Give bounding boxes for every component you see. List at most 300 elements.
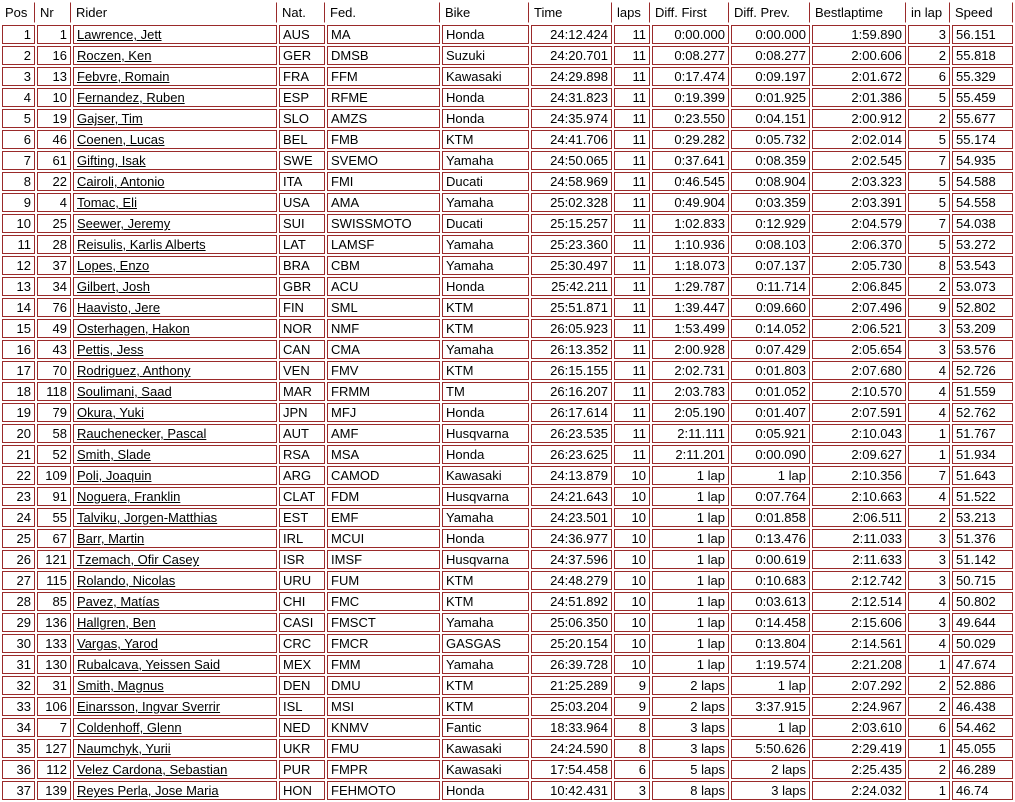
cell-bestlaptime: 2:03.610	[812, 718, 906, 737]
cell-bestlaptime: 2:00.606	[812, 46, 906, 65]
cell-diff-prev: 2 laps	[731, 760, 810, 779]
cell-rider	[73, 571, 277, 590]
cell-laps: 11	[614, 445, 650, 464]
cell-diff-prev: 3 laps	[731, 781, 810, 800]
cell-laps: 10	[614, 487, 650, 506]
cell-rider	[73, 256, 277, 275]
cell-speed: 55.459	[952, 88, 1013, 107]
cell-rider	[73, 235, 277, 254]
cell-nat: ISR	[279, 550, 325, 569]
rider-link[interactable]: Hallgren, Ben	[77, 615, 156, 630]
cell-time: 24:21.643	[531, 487, 612, 506]
table-row	[2, 634, 1013, 653]
cell-fed: FDM	[327, 487, 440, 506]
cell-pos: 19	[2, 403, 35, 422]
cell-speed: 51.934	[952, 445, 1013, 464]
cell-fed: CMA	[327, 340, 440, 359]
cell-pos: 6	[2, 130, 35, 149]
cell-bike: Yamaha	[442, 613, 529, 632]
rider-link[interactable]: Fernandez, Ruben	[77, 90, 185, 105]
cell-laps: 11	[614, 151, 650, 170]
table-row	[2, 151, 1013, 170]
cell-bestlaptime: 2:10.356	[812, 466, 906, 485]
cell-bike: KTM	[442, 592, 529, 611]
cell-time: 25:42.211	[531, 277, 612, 296]
cell-in-lap: 5	[908, 88, 950, 107]
rider-link[interactable]: Seewer, Jeremy	[77, 216, 171, 231]
cell-diff-first: 1 lap	[652, 634, 729, 653]
cell-bestlaptime: 2:24.967	[812, 697, 906, 716]
cell-in-lap: 3	[908, 550, 950, 569]
cell-in-lap: 4	[908, 361, 950, 380]
cell-nat: EST	[279, 508, 325, 527]
cell-speed: 54.462	[952, 718, 1013, 737]
cell-laps: 11	[614, 277, 650, 296]
cell-fed: FMCR	[327, 634, 440, 653]
cell-speed: 46.74	[952, 781, 1013, 800]
rider-link[interactable]: Coenen, Lucas	[77, 132, 165, 147]
cell-nr: 106	[37, 697, 71, 716]
column-header-diff-first: Diff. First	[652, 2, 729, 23]
cell-bestlaptime: 2:02.545	[812, 151, 906, 170]
cell-rider	[73, 340, 277, 359]
cell-bestlaptime: 2:07.496	[812, 298, 906, 317]
cell-diff-first: 1:10.936	[652, 235, 729, 254]
cell-speed: 52.726	[952, 361, 1013, 380]
rider-link[interactable]: Haavisto, Jere	[77, 300, 161, 315]
cell-bestlaptime: 2:11.033	[812, 529, 906, 548]
cell-rider	[73, 424, 277, 443]
cell-bike: Yamaha	[442, 256, 529, 275]
column-header-nat: Nat.	[279, 2, 325, 23]
cell-diff-first: 1:18.073	[652, 256, 729, 275]
cell-nat: SLO	[279, 109, 325, 128]
table-row	[2, 298, 1013, 317]
cell-fed: RFME	[327, 88, 440, 107]
cell-bestlaptime: 2:06.845	[812, 277, 906, 296]
cell-bike: Honda	[442, 529, 529, 548]
cell-time: 25:23.360	[531, 235, 612, 254]
cell-diff-first: 1 lap	[652, 550, 729, 569]
cell-time: 26:39.728	[531, 655, 612, 674]
cell-pos: 11	[2, 235, 35, 254]
cell-bike: Yamaha	[442, 340, 529, 359]
cell-fed: MA	[327, 25, 440, 44]
cell-speed: 50.802	[952, 592, 1013, 611]
cell-nat: NOR	[279, 319, 325, 338]
cell-bike: TM	[442, 382, 529, 401]
cell-diff-prev: 0:09.197	[731, 67, 810, 86]
rider-link[interactable]: Reisulis, Karlis Alberts	[77, 237, 206, 252]
table-row	[2, 508, 1013, 527]
cell-fed: ACU	[327, 277, 440, 296]
cell-pos: 22	[2, 466, 35, 485]
rider-link[interactable]: Coldenhoff, Glenn	[77, 720, 182, 735]
cell-time: 25:06.350	[531, 613, 612, 632]
cell-bestlaptime: 2:09.627	[812, 445, 906, 464]
cell-laps: 10	[614, 634, 650, 653]
rider-link[interactable]: Rolando, Nicolas	[77, 573, 176, 588]
rider-link[interactable]: Soulimani, Saad	[77, 384, 172, 399]
rider-link[interactable]: Febvre, Romain	[77, 69, 170, 84]
rider-link[interactable]: Lopes, Enzo	[77, 258, 150, 273]
cell-in-lap: 3	[908, 613, 950, 632]
cell-bestlaptime: 2:25.435	[812, 760, 906, 779]
cell-in-lap: 3	[908, 571, 950, 590]
cell-nr: 79	[37, 403, 71, 422]
table-row	[2, 676, 1013, 695]
rider-link[interactable]: Gifting, Isak	[77, 153, 146, 168]
cell-bestlaptime: 2:14.561	[812, 634, 906, 653]
cell-in-lap: 7	[908, 151, 950, 170]
cell-pos: 10	[2, 214, 35, 233]
cell-in-lap: 4	[908, 634, 950, 653]
cell-diff-first: 3 laps	[652, 739, 729, 758]
cell-nat: JPN	[279, 403, 325, 422]
table-row	[2, 88, 1013, 107]
cell-nr: 1	[37, 25, 71, 44]
rider-link[interactable]: Vargas, Yarod	[77, 636, 158, 651]
rider-link[interactable]: Gajser, Tim	[77, 111, 143, 126]
cell-laps: 11	[614, 298, 650, 317]
cell-bestlaptime: 2:10.663	[812, 487, 906, 506]
cell-rider	[73, 298, 277, 317]
cell-nr: 4	[37, 193, 71, 212]
cell-rider	[73, 634, 277, 653]
cell-bike: Honda	[442, 109, 529, 128]
cell-diff-first: 2:02.731	[652, 361, 729, 380]
cell-pos: 26	[2, 550, 35, 569]
cell-pos: 31	[2, 655, 35, 674]
cell-nr: 70	[37, 361, 71, 380]
cell-rider	[73, 508, 277, 527]
cell-diff-first: 1 lap	[652, 487, 729, 506]
cell-bike: Husqvarna	[442, 424, 529, 443]
cell-rider	[73, 529, 277, 548]
cell-nr: 133	[37, 634, 71, 653]
rider-link[interactable]: Smith, Magnus	[77, 678, 164, 693]
table-row	[2, 67, 1013, 86]
rider-link[interactable]: Cairoli, Antonio	[77, 174, 165, 189]
cell-bike: GASGAS	[442, 634, 529, 653]
rider-link[interactable]: Okura, Yuki	[77, 405, 144, 420]
rider-link[interactable]: Einarsson, Ingvar Sverrir	[77, 699, 221, 714]
cell-laps: 11	[614, 235, 650, 254]
cell-nat: AUS	[279, 25, 325, 44]
table-row	[2, 718, 1013, 737]
rider-link[interactable]: Poli, Joaquin	[77, 468, 152, 483]
cell-nat: CASI	[279, 613, 325, 632]
cell-time: 26:17.614	[531, 403, 612, 422]
cell-diff-first: 1 lap	[652, 613, 729, 632]
cell-diff-first: 0:46.545	[652, 172, 729, 191]
column-header-fed: Fed.	[327, 2, 440, 23]
cell-diff-prev: 0:00.090	[731, 445, 810, 464]
cell-in-lap: 7	[908, 466, 950, 485]
cell-pos: 13	[2, 277, 35, 296]
cell-nat: DEN	[279, 676, 325, 695]
cell-nr: 121	[37, 550, 71, 569]
table-row	[2, 487, 1013, 506]
cell-diff-prev: 0:04.151	[731, 109, 810, 128]
column-header-laps: laps	[614, 2, 650, 23]
cell-diff-first: 0:23.550	[652, 109, 729, 128]
cell-speed: 51.522	[952, 487, 1013, 506]
cell-pos: 23	[2, 487, 35, 506]
cell-nat: BEL	[279, 130, 325, 149]
cell-nat: RSA	[279, 445, 325, 464]
table-row	[2, 550, 1013, 569]
cell-laps: 10	[614, 613, 650, 632]
cell-diff-first: 2:03.783	[652, 382, 729, 401]
rider-link[interactable]: Noguera, Franklin	[77, 489, 181, 504]
cell-fed: FEHMOTO	[327, 781, 440, 800]
cell-bestlaptime: 2:07.680	[812, 361, 906, 380]
column-header-speed: Speed	[952, 2, 1013, 23]
cell-laps: 11	[614, 193, 650, 212]
cell-bike: KTM	[442, 298, 529, 317]
cell-nat: NED	[279, 718, 325, 737]
cell-in-lap: 5	[908, 235, 950, 254]
cell-bike: Husqvarna	[442, 487, 529, 506]
cell-bestlaptime: 2:05.654	[812, 340, 906, 359]
table-row	[2, 193, 1013, 212]
cell-diff-first: 2:11.201	[652, 445, 729, 464]
table-row	[2, 697, 1013, 716]
cell-nat: URU	[279, 571, 325, 590]
cell-laps: 11	[614, 25, 650, 44]
cell-bestlaptime: 2:06.511	[812, 508, 906, 527]
cell-laps: 11	[614, 130, 650, 149]
cell-rider	[73, 613, 277, 632]
cell-nat: MAR	[279, 382, 325, 401]
cell-rider	[73, 319, 277, 338]
table-row	[2, 529, 1013, 548]
cell-bestlaptime: 1:59.890	[812, 25, 906, 44]
rider-link[interactable]: Naumchyk, Yurii	[77, 741, 171, 756]
cell-nr: 28	[37, 235, 71, 254]
cell-nr: 139	[37, 781, 71, 800]
cell-in-lap: 6	[908, 67, 950, 86]
cell-nat: FRA	[279, 67, 325, 86]
cell-rider	[73, 739, 277, 758]
cell-diff-first: 1 lap	[652, 529, 729, 548]
cell-bike: KTM	[442, 571, 529, 590]
rider-link[interactable]: Osterhagen, Hakon	[77, 321, 190, 336]
rider-link[interactable]: Rauchenecker, Pascal	[77, 426, 207, 441]
cell-speed: 53.543	[952, 256, 1013, 275]
cell-laps: 11	[614, 361, 650, 380]
cell-diff-first: 5 laps	[652, 760, 729, 779]
cell-time: 24:58.969	[531, 172, 612, 191]
cell-bestlaptime: 2:12.742	[812, 571, 906, 590]
cell-nat: CHI	[279, 592, 325, 611]
cell-nr: 46	[37, 130, 71, 149]
cell-time: 24:48.279	[531, 571, 612, 590]
cell-speed: 55.677	[952, 109, 1013, 128]
cell-nr: 10	[37, 88, 71, 107]
cell-fed: FMSCT	[327, 613, 440, 632]
cell-rider	[73, 277, 277, 296]
cell-rider	[73, 214, 277, 233]
cell-time: 24:51.892	[531, 592, 612, 611]
rider-link[interactable]: Barr, Martin	[77, 531, 145, 546]
cell-in-lap: 4	[908, 403, 950, 422]
rider-link[interactable]: Talviku, Jorgen-Matthias	[77, 510, 218, 525]
rider-link[interactable]: Gilbert, Josh	[77, 279, 150, 294]
cell-bestlaptime: 2:29.419	[812, 739, 906, 758]
cell-bike: KTM	[442, 130, 529, 149]
cell-fed: FRMM	[327, 382, 440, 401]
cell-bike: Fantic	[442, 718, 529, 737]
cell-nat: PUR	[279, 760, 325, 779]
cell-in-lap: 3	[908, 529, 950, 548]
cell-time: 25:20.154	[531, 634, 612, 653]
cell-rider	[73, 655, 277, 674]
cell-bike: Honda	[442, 781, 529, 800]
rider-link[interactable]: Smith, Slade	[77, 447, 151, 462]
rider-link[interactable]: Lawrence, Jett	[77, 27, 162, 42]
cell-laps: 11	[614, 319, 650, 338]
cell-diff-prev: 0:03.613	[731, 592, 810, 611]
cell-pos: 8	[2, 172, 35, 191]
cell-diff-prev: 0:08.277	[731, 46, 810, 65]
cell-bestlaptime: 2:03.391	[812, 193, 906, 212]
cell-nr: 25	[37, 214, 71, 233]
cell-nr: 58	[37, 424, 71, 443]
cell-diff-prev: 0:07.429	[731, 340, 810, 359]
cell-speed: 49.644	[952, 613, 1013, 632]
cell-bestlaptime: 2:10.043	[812, 424, 906, 443]
cell-bestlaptime: 2:01.386	[812, 88, 906, 107]
rider-link[interactable]: Rodriguez, Anthony	[77, 363, 191, 378]
cell-laps: 11	[614, 46, 650, 65]
rider-link[interactable]: Pettis, Jess	[77, 342, 144, 357]
cell-pos: 18	[2, 382, 35, 401]
cell-in-lap: 7	[908, 214, 950, 233]
cell-fed: AMA	[327, 193, 440, 212]
cell-speed: 53.213	[952, 508, 1013, 527]
cell-bestlaptime: 2:24.032	[812, 781, 906, 800]
cell-time: 25:03.204	[531, 697, 612, 716]
cell-speed: 53.272	[952, 235, 1013, 254]
cell-laps: 8	[614, 739, 650, 758]
cell-pos: 20	[2, 424, 35, 443]
cell-speed: 51.767	[952, 424, 1013, 443]
cell-in-lap: 2	[908, 508, 950, 527]
cell-in-lap: 3	[908, 319, 950, 338]
cell-bike: KTM	[442, 676, 529, 695]
column-header-pos: Pos	[2, 2, 35, 23]
cell-diff-prev: 0:13.476	[731, 529, 810, 548]
rider-link[interactable]: Pavez, Matías	[77, 594, 160, 609]
cell-time: 24:20.701	[531, 46, 612, 65]
cell-diff-prev: 0:12.929	[731, 214, 810, 233]
cell-laps: 11	[614, 109, 650, 128]
cell-fed: FMU	[327, 739, 440, 758]
cell-nr: 130	[37, 655, 71, 674]
cell-speed: 47.674	[952, 655, 1013, 674]
cell-fed: IMSF	[327, 550, 440, 569]
cell-nat: ITA	[279, 172, 325, 191]
cell-nat: BRA	[279, 256, 325, 275]
rider-link[interactable]: Tzemach, Ofir Casey	[77, 552, 200, 567]
table-row	[2, 235, 1013, 254]
cell-in-lap: 2	[908, 760, 950, 779]
cell-diff-first: 1 lap	[652, 508, 729, 527]
cell-speed: 45.055	[952, 739, 1013, 758]
cell-in-lap: 2	[908, 697, 950, 716]
cell-fed: MSA	[327, 445, 440, 464]
column-header-rider: Rider	[73, 2, 277, 23]
cell-speed: 51.643	[952, 466, 1013, 485]
cell-diff-first: 0:08.277	[652, 46, 729, 65]
rider-link[interactable]: Roczen, Ken	[77, 48, 152, 63]
cell-bestlaptime: 2:02.014	[812, 130, 906, 149]
cell-pos: 2	[2, 46, 35, 65]
cell-nat: CAN	[279, 340, 325, 359]
cell-pos: 9	[2, 193, 35, 212]
cell-bestlaptime: 2:12.514	[812, 592, 906, 611]
cell-nr: 85	[37, 592, 71, 611]
cell-bike: Kawasaki	[442, 67, 529, 86]
cell-time: 24:24.590	[531, 739, 612, 758]
cell-time: 25:30.497	[531, 256, 612, 275]
cell-speed: 55.174	[952, 130, 1013, 149]
rider-link[interactable]: Reyes Perla, Jose Maria	[77, 783, 219, 798]
cell-bestlaptime: 2:11.633	[812, 550, 906, 569]
cell-rider	[73, 592, 277, 611]
cell-nr: 19	[37, 109, 71, 128]
cell-nat: LAT	[279, 235, 325, 254]
cell-nr: 43	[37, 340, 71, 359]
cell-in-lap: 1	[908, 739, 950, 758]
cell-in-lap: 5	[908, 193, 950, 212]
table-row	[2, 571, 1013, 590]
cell-diff-first: 2:05.190	[652, 403, 729, 422]
cell-laps: 10	[614, 508, 650, 527]
cell-rider	[73, 550, 277, 569]
cell-speed: 55.329	[952, 67, 1013, 86]
cell-in-lap: 4	[908, 487, 950, 506]
rider-link[interactable]: Rubalcava, Yeissen Said	[77, 657, 221, 672]
cell-diff-prev: 0:01.407	[731, 403, 810, 422]
cell-bike: Honda	[442, 445, 529, 464]
cell-time: 24:23.501	[531, 508, 612, 527]
cell-bike: KTM	[442, 361, 529, 380]
cell-rider	[73, 46, 277, 65]
rider-link[interactable]: Velez Cardona, Sebastian	[77, 762, 228, 777]
cell-bike: Yamaha	[442, 151, 529, 170]
cell-speed: 54.558	[952, 193, 1013, 212]
cell-bike: Ducati	[442, 214, 529, 233]
cell-fed: FMB	[327, 130, 440, 149]
cell-fed: FFM	[327, 67, 440, 86]
column-header-diff-prev: Diff. Prev.	[731, 2, 810, 23]
cell-laps: 10	[614, 466, 650, 485]
cell-diff-prev: 0:14.052	[731, 319, 810, 338]
cell-nat: SUI	[279, 214, 325, 233]
cell-speed: 52.802	[952, 298, 1013, 317]
cell-nat: CRC	[279, 634, 325, 653]
cell-bike: Honda	[442, 25, 529, 44]
cell-fed: CBM	[327, 256, 440, 275]
cell-laps: 8	[614, 718, 650, 737]
cell-diff-prev: 0:01.052	[731, 382, 810, 401]
cell-rider	[73, 403, 277, 422]
cell-speed: 51.376	[952, 529, 1013, 548]
rider-link[interactable]: Tomac, Eli	[77, 195, 137, 210]
